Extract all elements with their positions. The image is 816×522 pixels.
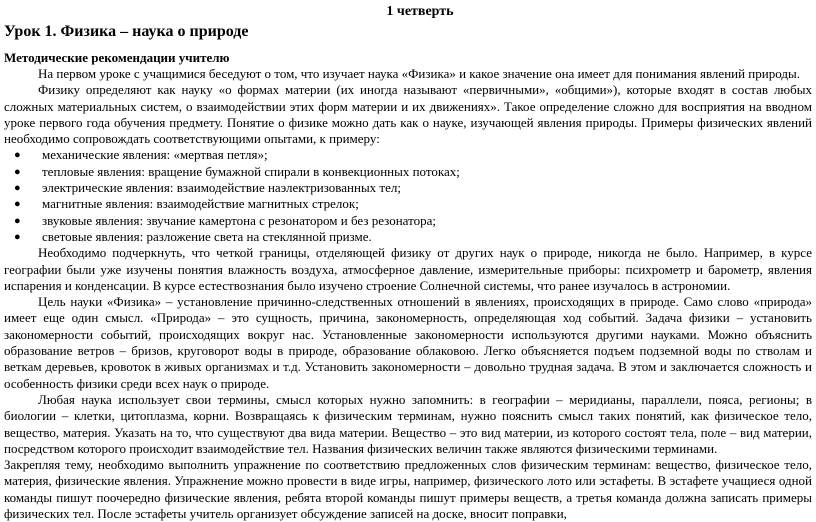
bullet-icon: ● bbox=[14, 198, 21, 211]
list-item bbox=[4, 229, 812, 245]
paragraph-exercise: Закрепляя тему, необходимо выполнить упражнение по соответствию предложенных слов физическим терминам: вещество, физическое тело, материя, физические явления. Упражнение можно провести в виде игры, например, физического лото или эстафеты. В эстафете учащиеся одной команды пишут поочередно физические явления, ребята второй команды пишут примеры веществ, а третья команда должна записать примеры физических тел. После эстафеты учитель организует обсуждение записей на доске, вносит поправки, bbox=[4, 457, 812, 522]
paragraph-goal: Цель науки «Физика» – установление причинно-следственных отношений в явлениях, происходящих в природе. Само слово «природа» имеет еще один смысл. «Природа» – это сущность, причина, закономерность, определяющая ход событий. Задача физики – установить закономерности событий, происходящих вокруг нас. Установленные закономерности используются другими науками. Можно объяснить образование ветров – бризов, круговорот воды в природе, образование облаковою. Легко объясняется подъем подземной воды по стволам и веткам деревьев, кровоток в живых организмах и т.д. Установить закономерности – довольно трудная задача. В этом и заключается сложность и особенность физики среди всех наук о природе. bbox=[4, 294, 812, 391]
paragraph-boundary: Необходимо подчеркнуть, что четкой границы, отделяющей физику от других наук о природе, никогда не было. Например, в курсе географии были уже изучены понятия влажность воздуха, атмосферное давление, измерительные приборы: психрометр и барометр, явления испарения и конденсации. В курсе естествознания было изучено строение Солнечной системы, что ранее изучалось в астрономии. bbox=[4, 245, 812, 293]
list-item bbox=[4, 164, 812, 180]
bullet-icon: ● bbox=[14, 214, 21, 227]
list-item bbox=[4, 196, 812, 212]
section-heading: Методические рекомендации учителю bbox=[4, 50, 230, 65]
bullet-icon: ● bbox=[14, 165, 21, 178]
bullet-icon: ● bbox=[14, 230, 21, 243]
list-item-text: механические явления: «мертвая петля»; bbox=[42, 147, 268, 163]
list-item-text: электрические явления: взаимодействие наэлектризованных тел; bbox=[42, 180, 401, 196]
document-page bbox=[4, 0, 812, 522]
examples-list bbox=[4, 147, 812, 245]
list-item-text: световые явления: разложение света на стеклянной призме. bbox=[42, 228, 372, 244]
list-item bbox=[4, 180, 812, 196]
list-item-text: звуковые явления: звучание камертона с резонатором и без резонатора; bbox=[42, 212, 436, 228]
quarter-heading: 1 четверть bbox=[386, 4, 454, 19]
list-item-text: магнитные явления: взаимодействие магнитных стрелок; bbox=[42, 196, 359, 212]
list-item-text: тепловые явления: вращение бумажной спирали в конвекционных потоках; bbox=[42, 163, 460, 179]
bullet-icon: ● bbox=[14, 149, 21, 162]
lesson-title: Урок 1. Физика – наука о природе bbox=[4, 23, 249, 40]
list-item bbox=[4, 147, 812, 163]
paragraph-terms: Любая наука использует свои термины, смысл которых нужно запомнить: в географии – меридианы, параллели, пояса, регионы; в биологии – клетки, цитоплазма, корни. Возвращаясь к физическим терминам, нужно пояснить смысл таких понятий, как физическое тело, вещество, материя. Указать на то, что существуют два вида материи. Вещество – это вид материи, из которого состоят тела, поле – вид материи, посредством которого происходит взаимодействие тел. Названия физических величин также являются физическими терминами. bbox=[4, 391, 812, 456]
paragraph-definition: Физику определяют как науку «о формах материи (их иногда называют «первичными», «общими»), которые входят в состав любых сложных материальных систем, о взаимодействии этих форм материи и их движениях». Такое определение сложно для восприятия на вводном уроке первого года обучения предмету. Понятие о физике можно дать как о науке, изучающей явления природы. Примеры физических явлений необходимо сопровождать соответствующими опытами, к примеру: bbox=[4, 82, 812, 147]
paragraph-intro: На первом уроке с учащимися беседуют о том, что изучает наука «Физика» и какое значение она имеет для понимания явлений природы. bbox=[38, 66, 800, 81]
list-item bbox=[4, 213, 812, 229]
bullet-icon: ● bbox=[14, 182, 21, 195]
